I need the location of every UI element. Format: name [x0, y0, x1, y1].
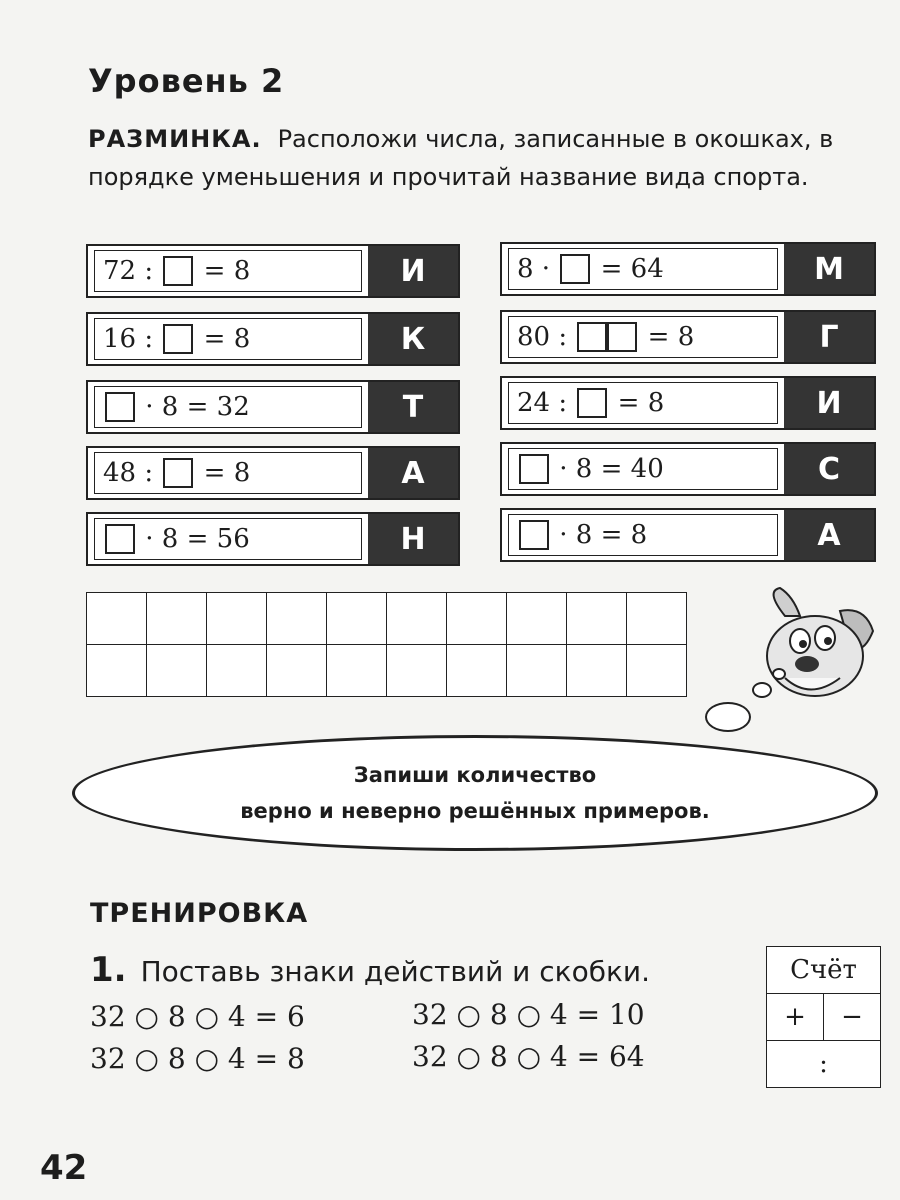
answer-cell[interactable] — [447, 645, 507, 697]
task-text: Поставь знаки действий и скобки. — [140, 955, 650, 988]
equation-card — [500, 376, 876, 430]
answer-cell[interactable] — [327, 593, 387, 645]
equation-card — [86, 312, 460, 366]
equation-letter: К — [368, 314, 458, 364]
answer-cell[interactable] — [87, 593, 147, 645]
answer-box[interactable] — [105, 524, 135, 554]
equation-right-part: = 8 — [639, 322, 695, 352]
answer-cell[interactable] — [387, 593, 447, 645]
expression[interactable]: 32 ○ 8 ○ 4 = 10 — [412, 998, 645, 1031]
equation-right-part: · 8 = 56 — [137, 524, 250, 554]
answer-box[interactable] — [577, 388, 607, 418]
answer-cell[interactable] — [567, 593, 627, 645]
answer-cell[interactable] — [267, 593, 327, 645]
equation-letter: М — [784, 244, 874, 294]
answer-cell[interactable] — [267, 645, 327, 697]
equation-letter: А — [368, 448, 458, 498]
answer-box[interactable] — [163, 458, 193, 488]
equation-letter: Н — [368, 514, 458, 564]
score-minus-cell[interactable]: − — [824, 994, 881, 1041]
score-plus-cell[interactable]: + — [767, 994, 824, 1041]
answer-cell[interactable] — [87, 645, 147, 697]
equation-card — [86, 244, 460, 298]
warmup-label: РАЗМИНКА. — [88, 125, 262, 153]
equation-letter: Г — [784, 312, 874, 362]
expression[interactable]: 32 ○ 8 ○ 4 = 6 — [90, 1000, 305, 1033]
equation-card — [500, 508, 876, 562]
warmup-text: Расположи числа, записанные в окошках, в порядке уменьшения и прочитай название вида спорта. — [88, 125, 834, 191]
answer-cell[interactable] — [627, 645, 687, 697]
equation-left-part: 8 · — [517, 254, 559, 284]
answer-box[interactable] — [519, 454, 549, 484]
answer-box[interactable] — [560, 254, 590, 284]
equation-right-part: = 8 — [609, 388, 665, 418]
answer-box[interactable] — [105, 392, 135, 422]
equation-card — [86, 380, 460, 434]
equation-letter: А — [784, 510, 874, 560]
task-number: 1. — [90, 950, 127, 990]
equation-card — [500, 310, 876, 364]
equation-letter: Т — [368, 382, 458, 432]
equation-letter: И — [784, 378, 874, 428]
score-table — [766, 946, 881, 1088]
equation-right-part: = 8 — [195, 256, 251, 286]
answer-box[interactable] — [519, 520, 549, 550]
thought-bubble — [752, 682, 772, 698]
expression[interactable]: 32 ○ 8 ○ 4 = 64 — [412, 1040, 645, 1073]
equation-left-part: 24 : — [517, 388, 576, 418]
answer-cell[interactable] — [207, 593, 267, 645]
equation-left-part: 16 : — [103, 324, 162, 354]
answer-cell[interactable] — [507, 593, 567, 645]
equation-card — [500, 442, 876, 496]
equation-card — [86, 512, 460, 566]
thought-bubble — [705, 702, 751, 732]
equation-right-part: = 8 — [195, 458, 251, 488]
equation-right-part: · 8 = 8 — [551, 520, 648, 550]
equation-left-part: 80 : — [517, 322, 576, 352]
warmup-instructions — [88, 120, 878, 196]
equation-right-part: = 64 — [592, 254, 664, 284]
answer-cell[interactable] — [147, 593, 207, 645]
oval-line-1: Запиши количество — [353, 763, 597, 787]
oval-line-2: верно и неверно решённых примеров. — [240, 799, 710, 823]
equation-letter: С — [784, 444, 874, 494]
equation-right-part: = 8 — [195, 324, 251, 354]
equation-card — [500, 242, 876, 296]
equation-left-part: 48 : — [103, 458, 162, 488]
answer-box[interactable] — [577, 322, 607, 352]
equation-right-part: · 8 = 40 — [551, 454, 664, 484]
expression[interactable]: 32 ○ 8 ○ 4 = 8 — [90, 1042, 305, 1075]
answer-cell[interactable] — [387, 645, 447, 697]
equation-left-part: 72 : — [103, 256, 162, 286]
equation-card — [86, 446, 460, 500]
answer-box[interactable] — [607, 322, 637, 352]
level-title: Уровень 2 — [88, 62, 285, 100]
equation-letter: И — [368, 246, 458, 296]
answer-cell[interactable] — [507, 645, 567, 697]
equation-right-part: · 8 = 32 — [137, 392, 250, 422]
thought-bubble — [772, 668, 786, 680]
score-colon-cell[interactable]: : — [767, 1041, 881, 1088]
answer-cell[interactable] — [147, 645, 207, 697]
answer-box[interactable] — [163, 324, 193, 354]
answer-grid — [86, 592, 687, 697]
answer-cell[interactable] — [567, 645, 627, 697]
answer-cell[interactable] — [447, 593, 507, 645]
score-title: Счёт — [767, 947, 881, 994]
training-title: ТРЕНИРОВКА — [90, 898, 309, 929]
answer-cell[interactable] — [627, 593, 687, 645]
page-number: 42 — [40, 1148, 88, 1188]
answer-box[interactable] — [163, 256, 193, 286]
task-1 — [90, 950, 650, 990]
answer-cell[interactable] — [207, 645, 267, 697]
record-results-oval — [72, 735, 878, 851]
answer-cell[interactable] — [327, 645, 387, 697]
